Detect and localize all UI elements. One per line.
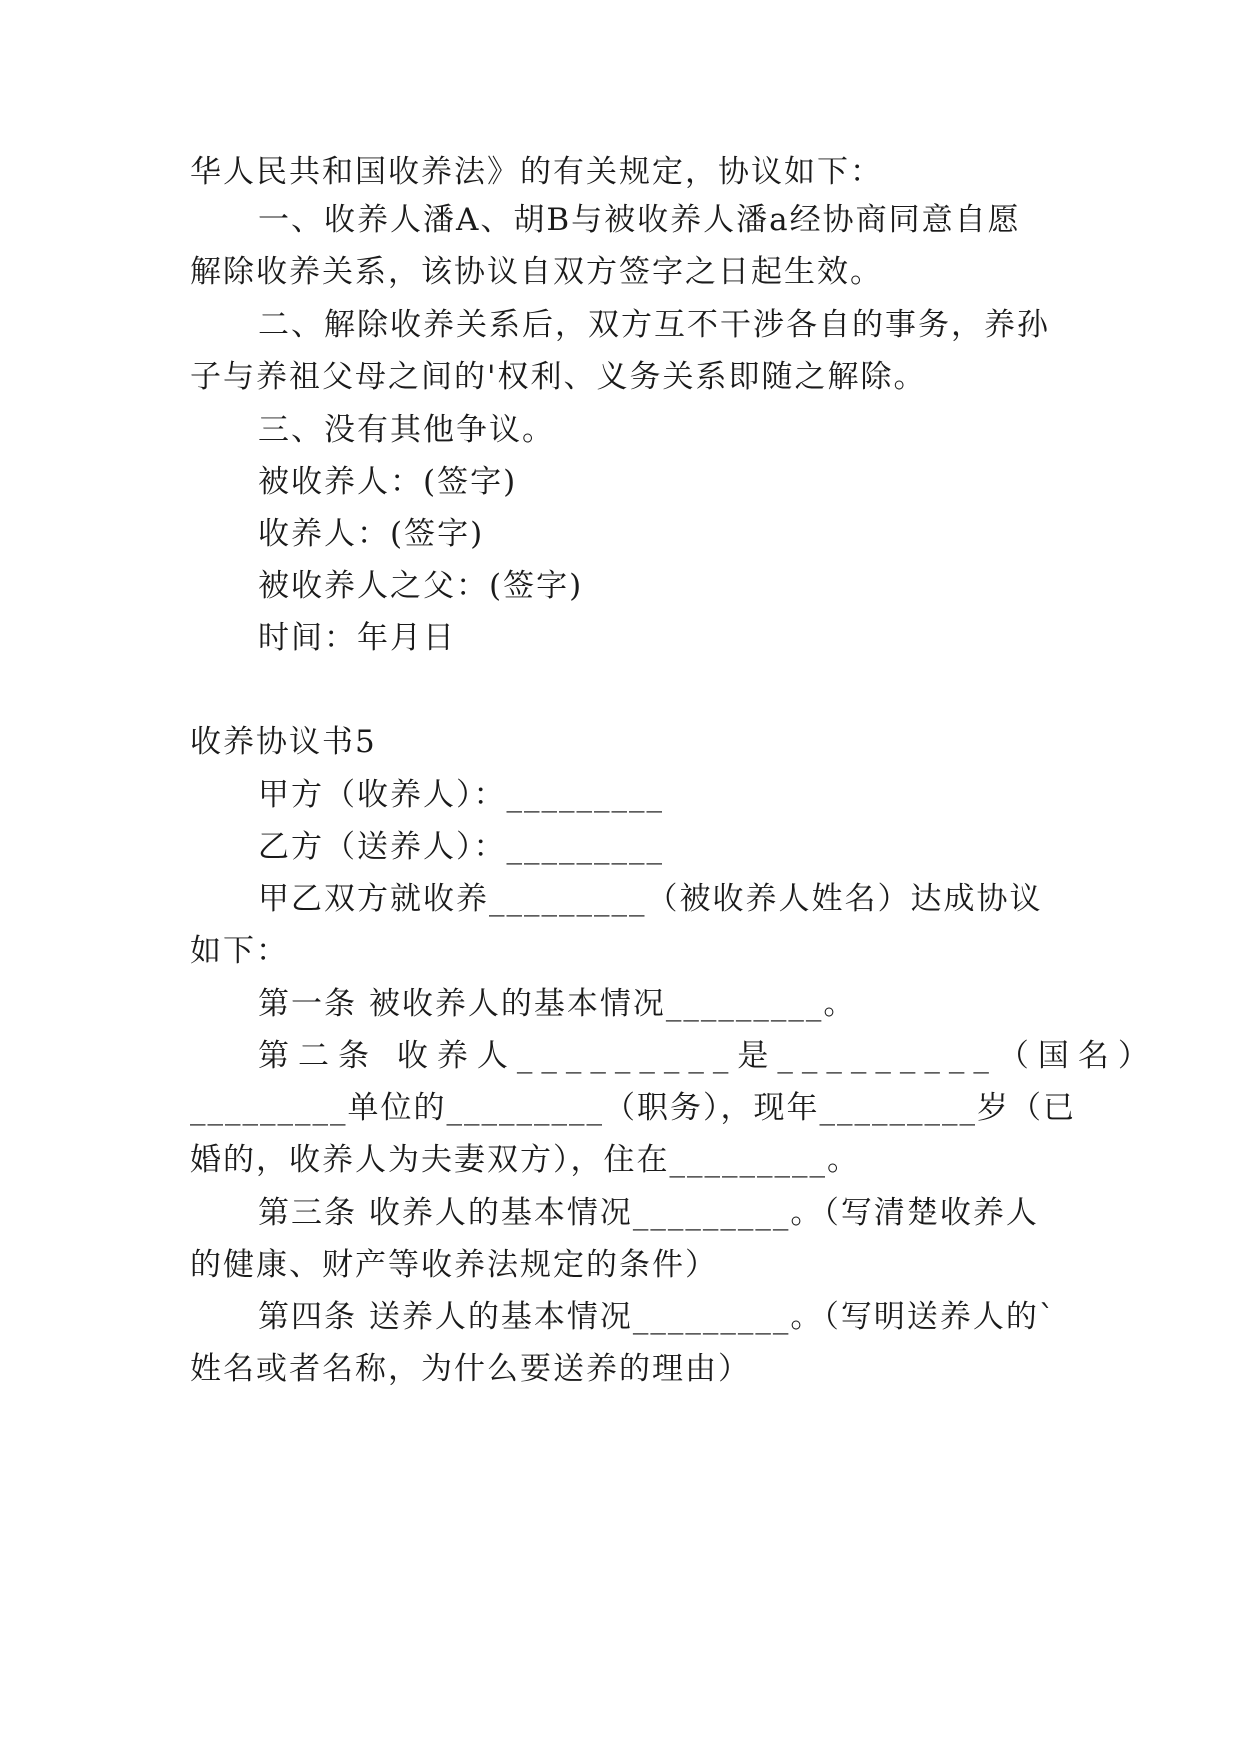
article-line: 姓名或者名称，为什么要送养的理由） xyxy=(190,1351,751,1387)
article-line: _________单位的_________（职务），现年_________岁（已 xyxy=(190,1090,1076,1126)
signature-line: 被收养人：(签字) xyxy=(258,464,518,500)
paragraph-line: 三、没有其他争议。 xyxy=(258,412,555,448)
paragraph-line: 一、收养人潘A、胡B与被收养人潘a经协商同意自愿 xyxy=(258,202,1021,238)
paragraph-line: 甲乙双方就收养_________（被收养人姓名）达成协议 xyxy=(258,881,1043,917)
paragraph-line: 华人民共和国收养法》的有关规定，协议如下： xyxy=(190,154,883,190)
signature-line: 被收养人之父：(签字) xyxy=(258,568,584,604)
article-line: 第二条 收养人_________是_________（国名） xyxy=(258,1038,1158,1074)
date-line: 时间：年月日 xyxy=(258,620,456,656)
paragraph-line: 子与养祖父母之间的'权利、义务关系即随之解除。 xyxy=(190,359,927,395)
article-line: 婚的，收养人为夫妻双方），住在_________。 xyxy=(190,1142,860,1178)
signature-line: 收养人：(签字) xyxy=(258,516,485,552)
article-line: 第一条 被收养人的基本情况_________。 xyxy=(258,986,857,1022)
article-line: 第三条 收养人的基本情况_________。（写清楚收养人 xyxy=(258,1195,1039,1231)
paragraph-line: 二、解除收养关系后，双方互不干涉各自的事务，养孙 xyxy=(258,307,1050,343)
article-line: 的健康、财产等收养法规定的条件） xyxy=(190,1247,718,1283)
paragraph-line: 如下： xyxy=(190,933,289,969)
paragraph-line: 解除收养关系，该协议自双方签字之日起生效。 xyxy=(190,254,883,290)
section-title: 收养协议书5 xyxy=(190,724,377,760)
party-line: 甲方（收养人）：_________ xyxy=(258,777,664,813)
article-line: 第四条 送养人的基本情况_________。（写明送养人的` xyxy=(258,1299,1057,1335)
party-line: 乙方（送养人）：_________ xyxy=(258,829,664,865)
